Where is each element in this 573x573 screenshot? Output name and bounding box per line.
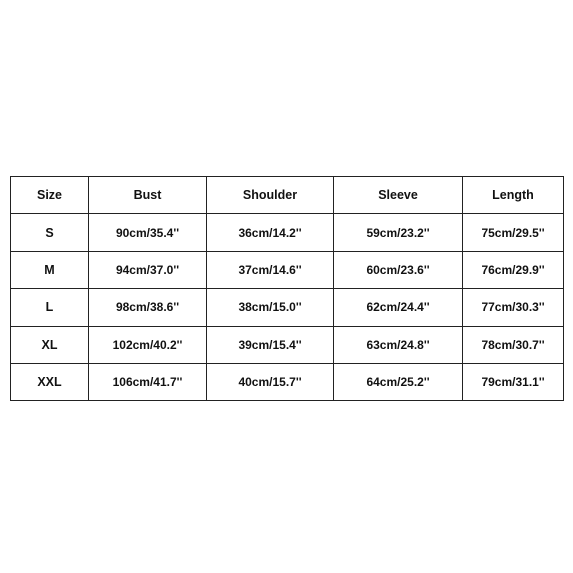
header-bust: Bust — [89, 177, 207, 214]
bust-cell: 98cm/38.6'' — [89, 289, 207, 326]
header-row — [11, 177, 564, 214]
length-cell: 75cm/29.5'' — [463, 214, 564, 251]
bust-cell: 90cm/35.4'' — [89, 214, 207, 251]
shoulder-cell: 37cm/14.6'' — [207, 251, 334, 288]
size-cell: XXL — [11, 363, 89, 400]
header-size: Size — [11, 177, 89, 214]
sleeve-cell: 60cm/23.6'' — [334, 251, 463, 288]
header-shoulder: Shoulder — [207, 177, 334, 214]
shoulder-cell: 36cm/14.2'' — [207, 214, 334, 251]
sleeve-cell: 62cm/24.4'' — [334, 289, 463, 326]
length-cell: 77cm/30.3'' — [463, 289, 564, 326]
table-row — [11, 251, 564, 288]
bust-cell: 106cm/41.7'' — [89, 363, 207, 400]
table-row — [11, 214, 564, 251]
size-cell: M — [11, 251, 89, 288]
table-row — [11, 289, 564, 326]
header-sleeve: Sleeve — [334, 177, 463, 214]
length-cell: 76cm/29.9'' — [463, 251, 564, 288]
length-cell: 79cm/31.1'' — [463, 363, 564, 400]
bust-cell: 94cm/37.0'' — [89, 251, 207, 288]
shoulder-cell: 39cm/15.4'' — [207, 326, 334, 363]
size-cell: L — [11, 289, 89, 326]
bust-cell: 102cm/40.2'' — [89, 326, 207, 363]
sleeve-cell: 64cm/25.2'' — [334, 363, 463, 400]
table-row — [11, 363, 564, 400]
sleeve-cell: 59cm/23.2'' — [334, 214, 463, 251]
table-row — [11, 326, 564, 363]
sleeve-cell: 63cm/24.8'' — [334, 326, 463, 363]
size-cell: S — [11, 214, 89, 251]
shoulder-cell: 40cm/15.7'' — [207, 363, 334, 400]
size-chart-table — [10, 176, 564, 401]
length-cell: 78cm/30.7'' — [463, 326, 564, 363]
header-length: Length — [463, 177, 564, 214]
size-cell: XL — [11, 326, 89, 363]
shoulder-cell: 38cm/15.0'' — [207, 289, 334, 326]
